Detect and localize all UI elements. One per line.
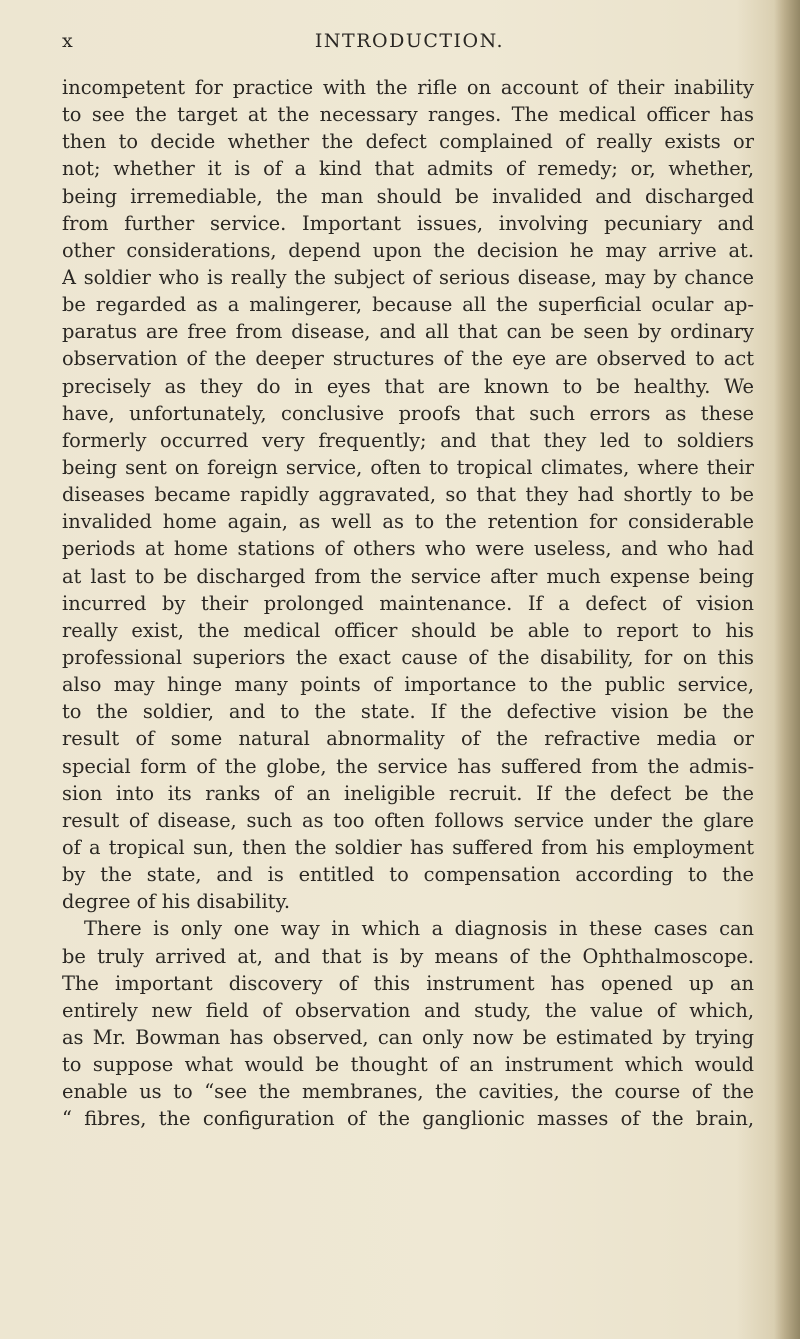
page-header: [62, 30, 757, 54]
text-line: by the state, and is entitled to compensation according to the: [62, 863, 754, 887]
text-line: enable us to “see the membranes, the cavities, the course of the: [62, 1080, 754, 1104]
text-line: There is only one way in which a diagnosis in these cases can: [84, 917, 754, 941]
text-line: incurred by their prolonged maintenance. If a defect of vision: [62, 591, 754, 615]
body-text: [62, 74, 754, 1132]
page-edge-shadow: [774, 0, 800, 1339]
text-line: incompetent for practice with the rifle on account of their inability: [62, 76, 754, 99]
text-line: being sent on foreign service, often to tropical climates, where their: [62, 455, 754, 479]
text-line: The important discovery of this instrument has opened up an: [62, 971, 754, 995]
text-line: diseases became rapidly aggravated, so that they had shortly to be: [62, 483, 754, 507]
text-line: to see the target at the necessary ranges. The medical officer has: [62, 103, 754, 127]
text-line: at last to be discharged from the service after much expense being: [62, 564, 754, 588]
text-line: formerly occurred very frequently; and that they led to soldiers: [62, 428, 754, 452]
text-line: as Mr. Bowman has observed, can only now be estimated by trying: [62, 1025, 754, 1049]
text-line: also may hinge many points of importance to the public service,: [62, 673, 754, 697]
text-line: then to decide whether the defect complained of really exists or: [62, 130, 754, 154]
text-line: periods at home stations of others who were useless, and who had: [62, 537, 754, 561]
text-line: observation of the deeper structures of the eye are observed to act: [62, 347, 754, 371]
text-line: to the soldier, and to the state. If the defective vision be the: [62, 700, 754, 724]
text-line: not; whether it is of a kind that admits of remedy; or, whether,: [62, 157, 754, 181]
text-line: be truly arrived at, and that is by means of the Ophthalmoscope.: [62, 944, 754, 968]
text-line: precisely as they do in eyes that are known to be healthy. We: [62, 374, 754, 398]
text-line: professional superiors the exact cause of the disability, for on this: [62, 645, 754, 669]
text-line: A soldier who is really the subject of serious disease, may by chance: [62, 265, 754, 289]
text-line: “ fibres, the configuration of the ganglionic masses of the brain,: [62, 1107, 754, 1131]
text-line: of a tropical sun, then the soldier has suffered from his employment: [62, 835, 754, 859]
text-line: have, unfortunately, conclusive proofs that such errors as these: [62, 401, 754, 425]
text-line: degree of his disability.: [62, 890, 290, 914]
text-line: be regarded as a malingerer, because all the superficial ocular ap-: [62, 293, 754, 317]
text-line: to suppose what would be thought of an instrument which would: [62, 1053, 754, 1077]
text-line: from further service. Important issues, involving pecuniary and: [62, 211, 754, 235]
text-line: result of some natural abnormality of the refractive media or: [62, 727, 754, 751]
running-title: INTRODUCTION.: [314, 30, 505, 52]
text-line: invalided home again, as well as to the retention for considerable: [62, 510, 754, 534]
text-line: being irremediable, the man should be invalided and discharged: [62, 184, 754, 208]
text-line: sion into its ranks of an ineligible recruit. If the defect be the: [62, 781, 754, 805]
text-line: other considerations, depend upon the decision he may arrive at.: [62, 238, 754, 262]
text-line: result of disease, such as too often follows service under the glare: [62, 808, 754, 832]
page-number: x: [62, 30, 74, 52]
text-line: entirely new field of observation and study, the value of which,: [62, 998, 754, 1022]
text-line: paratus are free from disease, and all that can be seen by ordinary: [62, 320, 754, 344]
text-line: really exist, the medical officer should be able to report to his: [62, 618, 754, 642]
text-line: special form of the globe, the service has suffered from the admis-: [62, 754, 754, 778]
